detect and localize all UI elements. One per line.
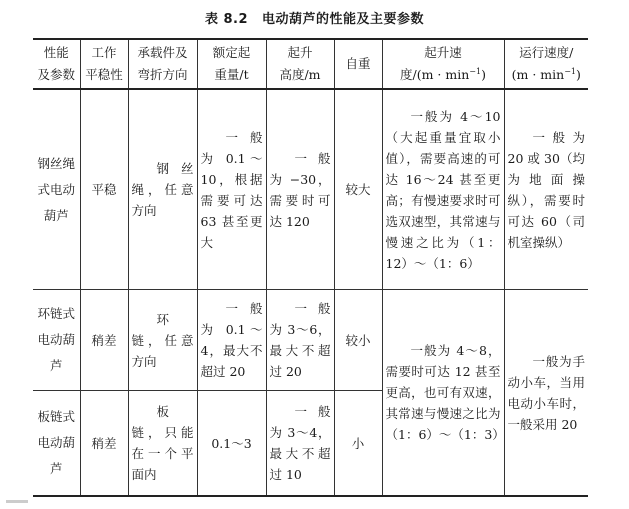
carrier-direction: 环链，任意方向 [128, 290, 197, 391]
table-caption [0, 8, 629, 27]
header-stability: 工作 平稳性 [80, 39, 128, 89]
lift-speed-shared: 一般为 4～8，需要时可达 12 甚至更高，也可有双速，其常速与慢速之比为（1：6）～（1：3） [382, 290, 504, 497]
header-row [33, 39, 588, 89]
lift-speed: 一般为 4～10（大起重量宜取小值），需要高速的可达 16～24 甚至更高；有慢速要求时可选双速型，其常速与慢速之比为（1：12）～（1：6） [382, 89, 504, 290]
hoist-type: 环链式电动葫芦 [33, 290, 80, 391]
header-lift-speed: 起升速 度$/(m \cdot \min^{-1})$ [382, 39, 504, 89]
lift-height: 一般为 −30，需要时可达 120 [266, 89, 334, 290]
rated-capacity: 一般为 0.1～10，根据需要可达 63 甚至更大 [197, 89, 266, 290]
self-weight: 较小 [334, 290, 382, 391]
work-stability: 稍差 [80, 290, 128, 391]
header-performance: 性能 及参数 [33, 39, 80, 89]
self-weight: 较大 [334, 89, 382, 290]
scan-artifact [6, 500, 28, 503]
hoist-parameters-table [33, 38, 588, 497]
header-carrier: 承载件及 弯折方向 [128, 39, 197, 89]
work-stability: 稍差 [80, 391, 128, 497]
lift-height: 一般为 3～6，最大不超过 20 [266, 290, 334, 391]
self-weight: 小 [334, 391, 382, 497]
travel-speed-shared: 一般为手动小车，当用电动小车时，一般采用 20 [504, 290, 588, 497]
work-stability: 平稳 [80, 89, 128, 290]
rated-capacity: 0.1～3 [197, 391, 266, 497]
lift-height: 一般为 3～4，最大不超过 10 [266, 391, 334, 497]
hoist-type: 板链式电动葫芦 [33, 391, 80, 497]
header-weight: 自重 [334, 39, 382, 89]
travel-speed: 一般为 20 或 30（均为地面操纵），需要时可达 60（司机室操纵） [504, 89, 588, 290]
header-travel-speed: 运行速度/ $(m \cdot \min^{-1})$ [504, 39, 588, 89]
header-lift-height: 起升 高度/m [266, 39, 334, 89]
table-number: 表 8.2 [204, 12, 249, 27]
hoist-type: 钢丝绳式电动葫芦 [33, 89, 80, 290]
table-row [33, 89, 588, 290]
table-title: 电动葫芦的性能及主要参数 [262, 12, 425, 27]
carrier-direction: 钢丝绳，任意方向 [128, 89, 197, 290]
rated-capacity: 一般为 0.1～4，最大不超过 20 [197, 290, 266, 391]
table-row [33, 290, 588, 391]
carrier-direction: 板链，只能在一个平面内 [128, 391, 197, 497]
header-capacity: 额定起 重量/t [197, 39, 266, 89]
